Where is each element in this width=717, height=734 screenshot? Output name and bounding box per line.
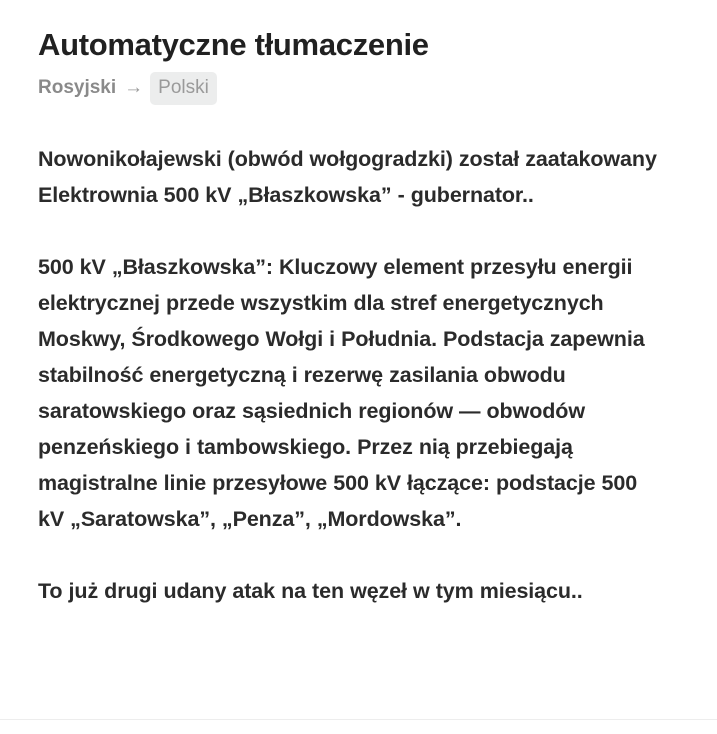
paragraph: Nowonikołajewski (obwód wołgogradzki) został zaatakowany Elektrownia 500 kV „Błaszkowska” - gubernator.. bbox=[38, 147, 657, 208]
source-language-label: Rosyjski bbox=[38, 77, 117, 99]
bottom-divider bbox=[0, 719, 717, 720]
page-title: Automatyczne tłumaczenie bbox=[38, 27, 429, 62]
language-pair bbox=[38, 75, 679, 101]
arrow-right-icon: → bbox=[124, 77, 144, 99]
paragraph: 500 kV „Błaszkowska”: Kluczowy element przesyłu energii elektrycznej przede wszystkim dla stref energetycznych Moskwy, Środkowego Wołgi i Południa. Podstacja zapewnia stabilność energetyczną i rezerwę zasilania obwodu saratowskiego oraz sąsiednich regionów — obwodów penzeńskiego i tambowskiego. Przez nią przebiegają magistralne linie przesyłowe 500 kV łączące: podstacje 500 kV „Saratowska”, „Penza”, „Mordowska”. bbox=[38, 255, 645, 532]
target-language-chip[interactable]: Polski bbox=[150, 72, 217, 105]
translated-text-body bbox=[38, 141, 679, 609]
paragraph: To już drugi udany atak na ten węzeł w tym miesiącu.. bbox=[38, 579, 583, 604]
